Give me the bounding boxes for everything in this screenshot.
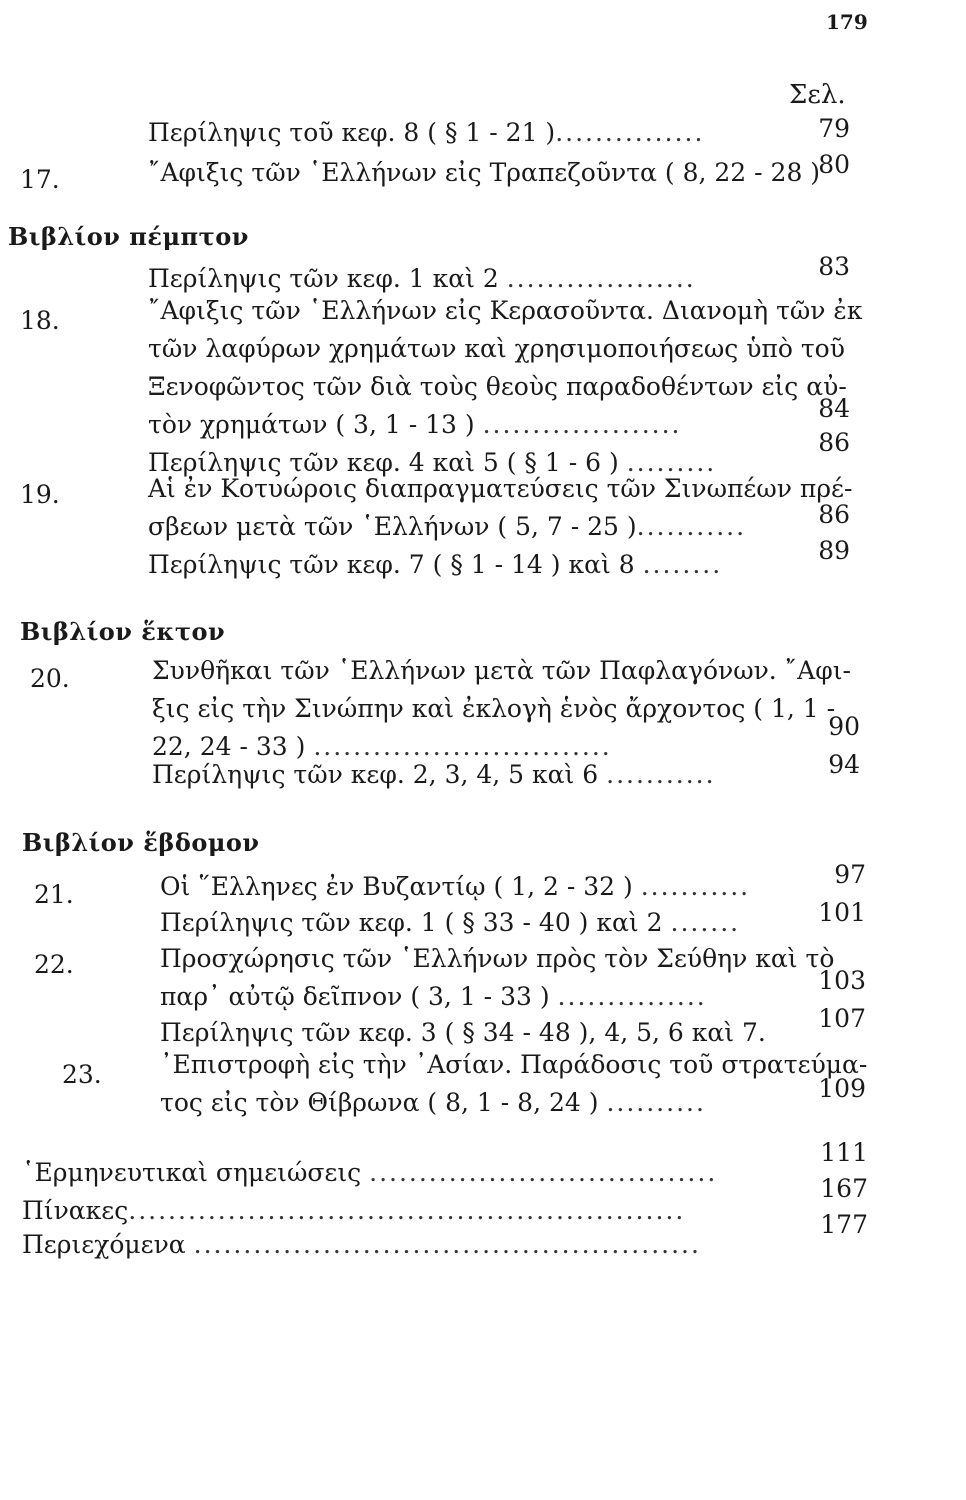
toc-entry-line: τῶν λαφύρων χρημάτων καὶ χρησιμοποιήσεως ὑπὸ τοῦ: [148, 334, 845, 363]
toc-entry-line: ξις εἰς τὴν Σινώπην καὶ ἐκλογὴ ἑνὸς ἄρχοντος ( 1, 1 -: [152, 694, 836, 723]
toc-entry-text: ῾Ερμηνευτικαὶ σημειώσεις ...................................: [22, 1158, 718, 1187]
toc-entry-page: 86: [818, 500, 850, 529]
toc-entry-number: 20.: [30, 664, 70, 693]
toc-entry-number: 22.: [34, 950, 74, 979]
toc-entry-number: 19.: [20, 480, 60, 509]
toc-entry-text: Περιεχόμενα ...................................................: [22, 1230, 701, 1259]
toc-entry-line: Αἱ ἐν Κοτυώροις διαπραγματεύσεις τῶν Σινωπέων πρέ-: [148, 474, 853, 503]
toc-entry-page: 101: [818, 898, 866, 927]
toc-entry-page: 177: [820, 1210, 868, 1239]
book-heading: Βιβλίον ἕκτον: [20, 617, 226, 646]
toc-entry-page: 111: [820, 1138, 868, 1167]
toc-entry-page: 86: [818, 428, 850, 457]
toc-entry-text: Περίληψις τῶν κεφ. 3 ( § 34 - 48 ), 4, 5, 6 καὶ 7.: [160, 1018, 766, 1047]
toc-entry-line: τὸν χρημάτων ( 3, 1 - 13 ) ....................: [148, 410, 682, 439]
toc-entry-page: 167: [820, 1174, 868, 1203]
book-heading: Βιβλίον πέμπτον: [8, 222, 249, 251]
toc-entry-line: σβεων μετὰ τῶν ῾Ελλήνων ( 5, 7 - 25 )...........: [148, 512, 747, 541]
toc-entry-line: Ξενοφῶντος τῶν διὰ τοὺς θεοὺς παραδοθέντων εἰς αὐ-: [148, 372, 847, 401]
toc-entry-line: παρ᾿ αὐτῷ δεῖπνον ( 3, 1 - 33 ) ...............: [160, 982, 707, 1011]
toc-entry-text: Οἱ ῞Ελληνες ἐν Βυζαντίῳ ( 1, 2 - 32 ) ...........: [160, 872, 751, 901]
toc-entry-text: Περίληψις τοῦ κεφ. 8 ( § 1 - 21 )...............: [148, 118, 705, 147]
toc-entry-page: 83: [818, 252, 850, 281]
page-number: 179: [826, 10, 868, 34]
toc-entry-line: ᾿Επιστροφὴ εἰς τὴν ᾿Ασίαν. Παράδοσις τοῦ στρατεύμα-: [160, 1050, 868, 1079]
toc-entry-page: 109: [818, 1074, 866, 1103]
toc-entry-page: 84: [818, 394, 850, 423]
toc-entry-number: 17.: [20, 165, 60, 194]
toc-entry-page: 94: [828, 750, 860, 779]
toc-entry-line: Προσχώρησις τῶν ῾Ελλήνων πρὸς τὸν Σεύθην καὶ τὸ: [160, 944, 835, 973]
toc-entry-text: Περίληψις τῶν κεφ. 1 ( § 33 - 40 ) καὶ 2 .......: [160, 908, 741, 937]
toc-entry-number: 18.: [20, 306, 60, 335]
toc-entry-text: Περίληψις τῶν κεφ. 2, 3, 4, 5 καὶ 6 ...........: [152, 760, 716, 789]
toc-entry-page: 103: [818, 966, 866, 995]
toc-entry-text: Περίληψις τῶν κεφ. 1 καὶ 2 ...................: [148, 264, 696, 293]
toc-entry-line: ῎Αφιξις τῶν ῾Ελλήνων εἰς Κερασοῦντα. Διανομὴ τῶν ἐκ: [148, 296, 863, 325]
toc-entry-line: τος εἰς τὸν Θίβρωνα ( 8, 1 - 8, 24 ) ..........: [160, 1088, 706, 1117]
toc-entry-page: 79: [818, 114, 850, 143]
book-heading: Βιβλίον ἕβδομον: [22, 828, 260, 857]
toc-entry-line: 22, 24 - 33 ) ..............................: [152, 732, 612, 761]
toc-entry-number: 23.: [62, 1060, 102, 1089]
toc-entry-page: 80: [818, 150, 850, 179]
toc-entry-text: ῎Αφιξις τῶν ῾Ελλήνων εἰς Τραπεζοῦντα ( 8, 22 - 28 ): [148, 158, 821, 187]
toc-entry-text: Περίληψις τῶν κεφ. 4 καὶ 5 ( § 1 - 6 ) .........: [148, 448, 717, 477]
toc-entry-page: 97: [834, 860, 866, 889]
toc-entry-text: Περίληψις τῶν κεφ. 7 ( § 1 - 14 ) καὶ 8 ........: [148, 550, 723, 579]
toc-entry-page: 107: [818, 1004, 866, 1033]
toc-entry-number: 21.: [34, 880, 74, 909]
toc-entry-page: 90: [828, 712, 860, 741]
toc-entry-page: 89: [818, 536, 850, 565]
column-header: Σελ.: [789, 80, 846, 110]
toc-entry-line: Συνθῆκαι τῶν ῾Ελλήνων μετὰ τῶν Παφλαγόνων. ῎Αφι-: [152, 656, 851, 685]
toc-entry-text: Πίνακες........................................................: [22, 1196, 686, 1225]
